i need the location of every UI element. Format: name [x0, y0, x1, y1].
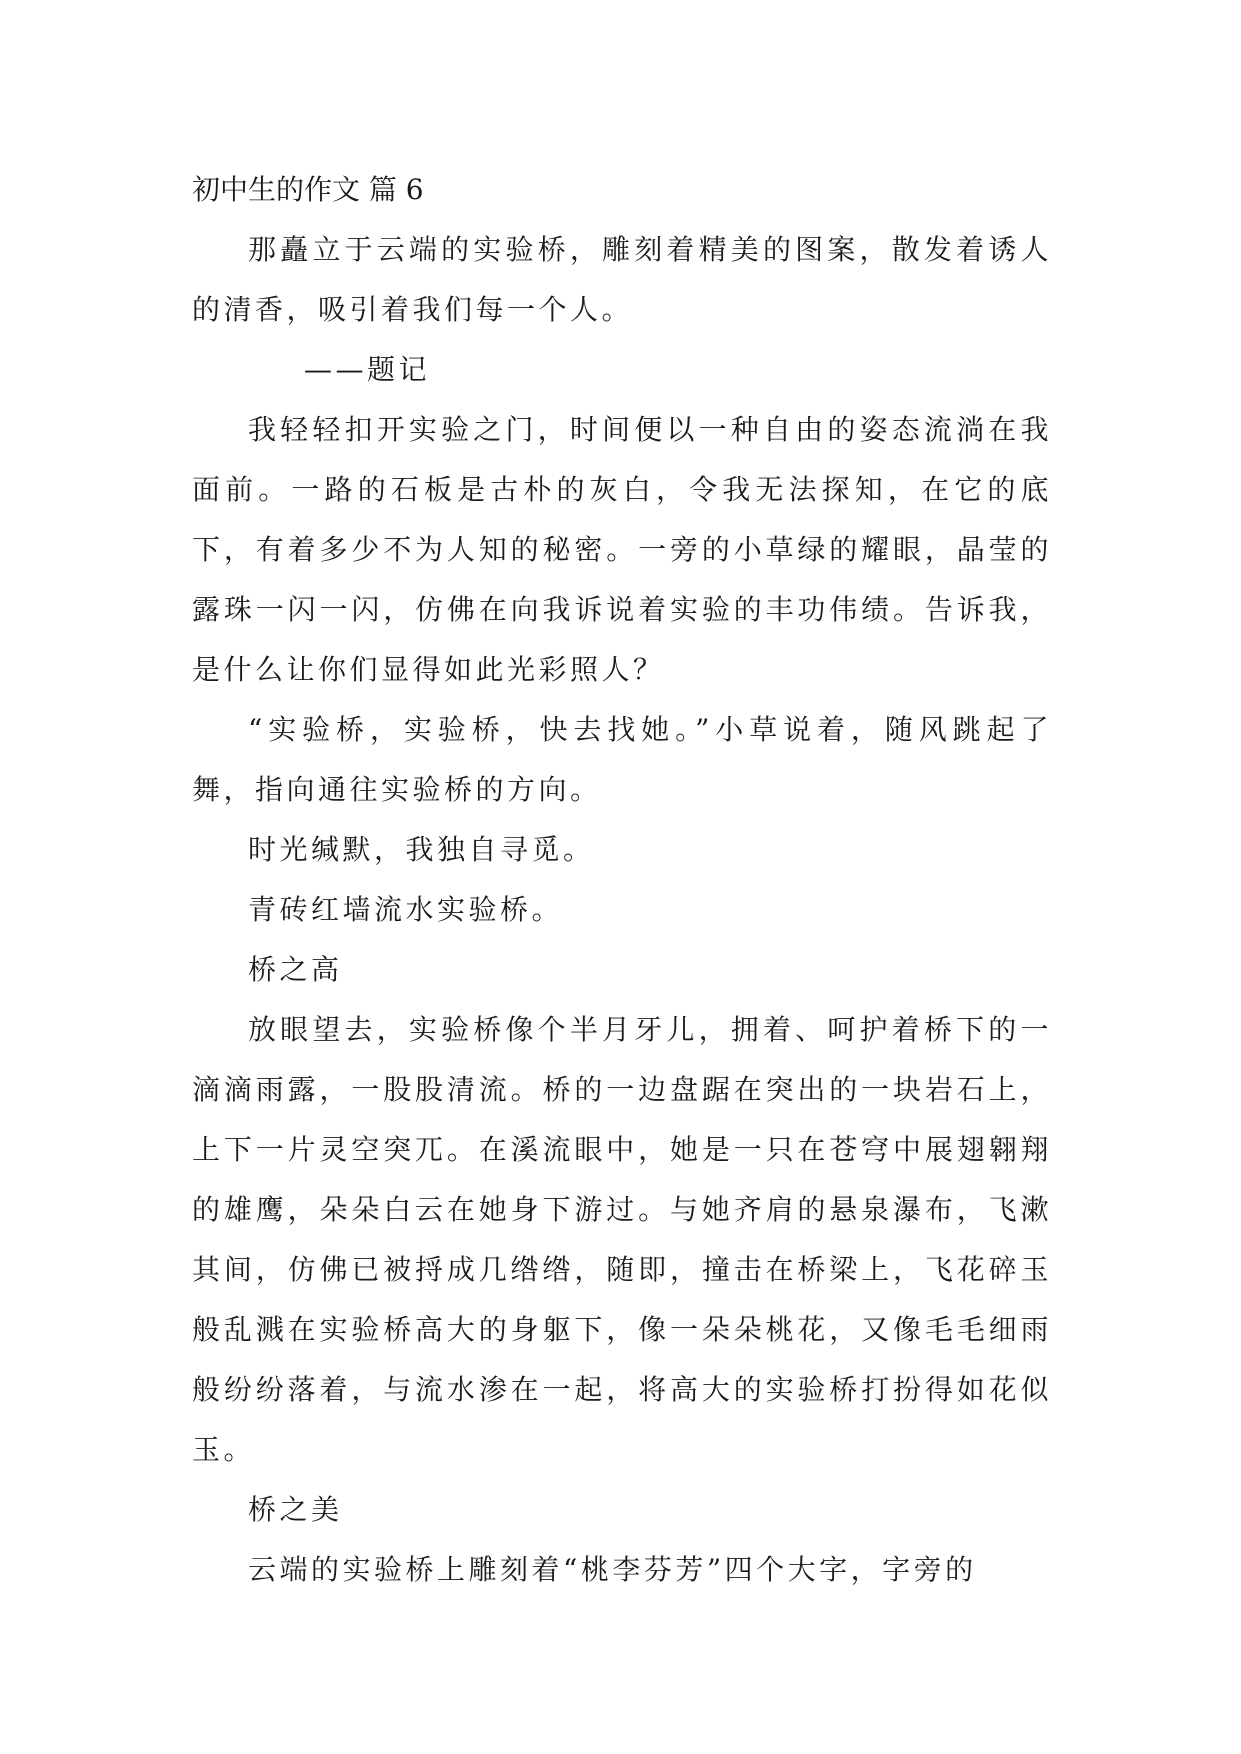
epigraph-signature: ——题记	[304, 353, 431, 386]
paragraph-4: 青砖红墙流水实验桥。	[248, 893, 564, 926]
section-heading-beauty: 桥之美	[248, 1493, 343, 1526]
paragraph-3: 时光缄默，我独自寻觅。	[248, 833, 595, 866]
section-text-height: 放眼望去，实验桥像个半月牙儿，拥着、呵护着桥下的一滴滴雨露，一股股清流。桥的一边盘踞在突出的一块岩石上，上下一片灵空突兀。在溪流眼中，她是一只在苍穹中展翅翱翔的雄鹰，朵朵白云在她身下游过。与她齐肩的悬泉瀑布，飞漱其间，仿佛已被捋成几绺绺，随即，撞击在桥梁上，飞花碎玉般乱溅在实验桥高大的身躯下，像一朵朵桃花，又像毛毛细雨般纷纷落着，与流水渗在一起，将高大的实验桥打扮得如花似玉。	[192, 1013, 1052, 1466]
essay-title: 初中生的作文 篇 6	[192, 173, 424, 206]
section-heading-height: 桥之高	[248, 953, 343, 986]
paragraph-1: 我轻轻扣开实验之门，时间便以一种自由的姿态流淌在我面前。一路的石板是古朴的灰白，令我无法探知，在它的底下，有着多少不为人知的秘密。一旁的小草绿的耀眼，晶莹的露珠一闪一闪，仿佛在向我诉说着实验的丰功伟绩。告诉我，是什么让你们显得如此光彩照人？	[192, 413, 1052, 686]
document-page	[192, 160, 1052, 1600]
paragraph-2: “实验桥，实验桥，快去找她。”小草说着，随风跳起了舞，指向通往实验桥的方向。	[192, 713, 1052, 806]
section-text-beauty: 云端的实验桥上雕刻着“桃李芬芳”四个大字，字旁的	[248, 1553, 977, 1586]
epigraph: 那矗立于云端的实验桥，雕刻着精美的图案，散发着诱人的清香，吸引着我们每一个人。	[192, 233, 1052, 326]
